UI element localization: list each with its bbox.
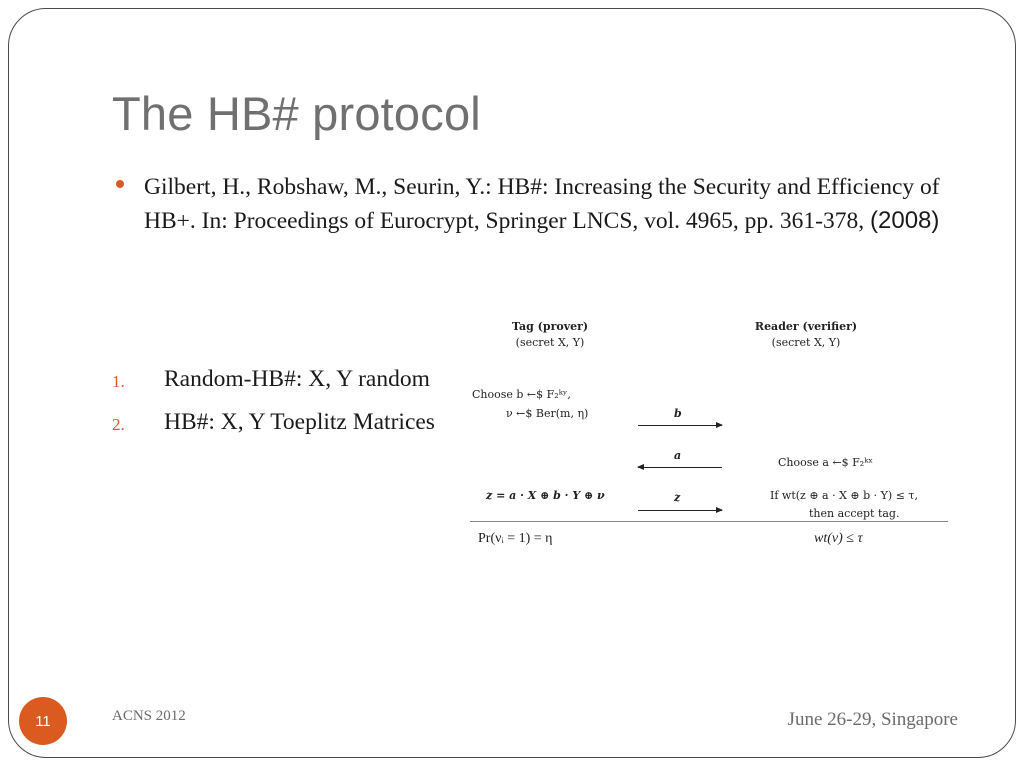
citation-year: (2008) [870, 207, 940, 234]
slide-number-badge: 11 [19, 697, 67, 745]
reader-title: Reader (verifier) [754, 320, 858, 333]
tag-secret: (secret X, Y) [515, 336, 585, 349]
message-a: a [674, 449, 682, 462]
message-b: b [674, 407, 682, 420]
protocol-diagram [466, 318, 956, 558]
tag-choose-b: Choose b ←$ F₂ᵏʸ, [472, 388, 571, 401]
reader-secret: (secret X, Y) [771, 336, 841, 349]
reader-choose-a: Choose a ←$ F₂ᵏˣ [778, 456, 873, 469]
arrow-right-icon [638, 510, 722, 511]
arrow-left-icon [638, 467, 722, 468]
formula-weight: wt(ν) ≤ τ [814, 531, 863, 546]
list-number: 2. [112, 415, 125, 434]
tag-title: Tag (prover) [511, 320, 589, 333]
reader-check: If wt(z ⊕ a · X ⊕ b · Y) ≤ τ, [770, 489, 919, 502]
list-text: HB#: X, Y Toeplitz Matrices [164, 409, 435, 435]
slide-title: The HB# protocol [112, 87, 481, 140]
tag-compute-z: z = a · X ⊕ b · Y ⊕ ν [486, 489, 605, 502]
citation-text [144, 170, 944, 238]
citation-body: Gilbert, H., Robshaw, M., Seurin, Y.: HB#: Increasing the Security and Efficiency of HB+. In: Proceedings of Eurocrypt, Springer LNCS, vol. 4965, pp. 361-378, [144, 174, 940, 234]
footer-conference: ACNS 2012 [112, 708, 186, 724]
formula-probability: Pr(νᵢ = 1) = η [478, 531, 553, 546]
tag-choose-nu: ν ←$ Ber(m, η) [506, 407, 589, 420]
footer-date-location: June 26-29, Singapore [787, 709, 958, 730]
arrow-right-icon [638, 425, 722, 426]
reader-accept: then accept tag. [809, 507, 900, 520]
divider [470, 521, 948, 522]
list-number: 1. [112, 372, 125, 391]
message-z: z [674, 491, 681, 504]
bullet-icon [116, 180, 124, 188]
list-text: Random-HB#: X, Y random [164, 366, 430, 392]
